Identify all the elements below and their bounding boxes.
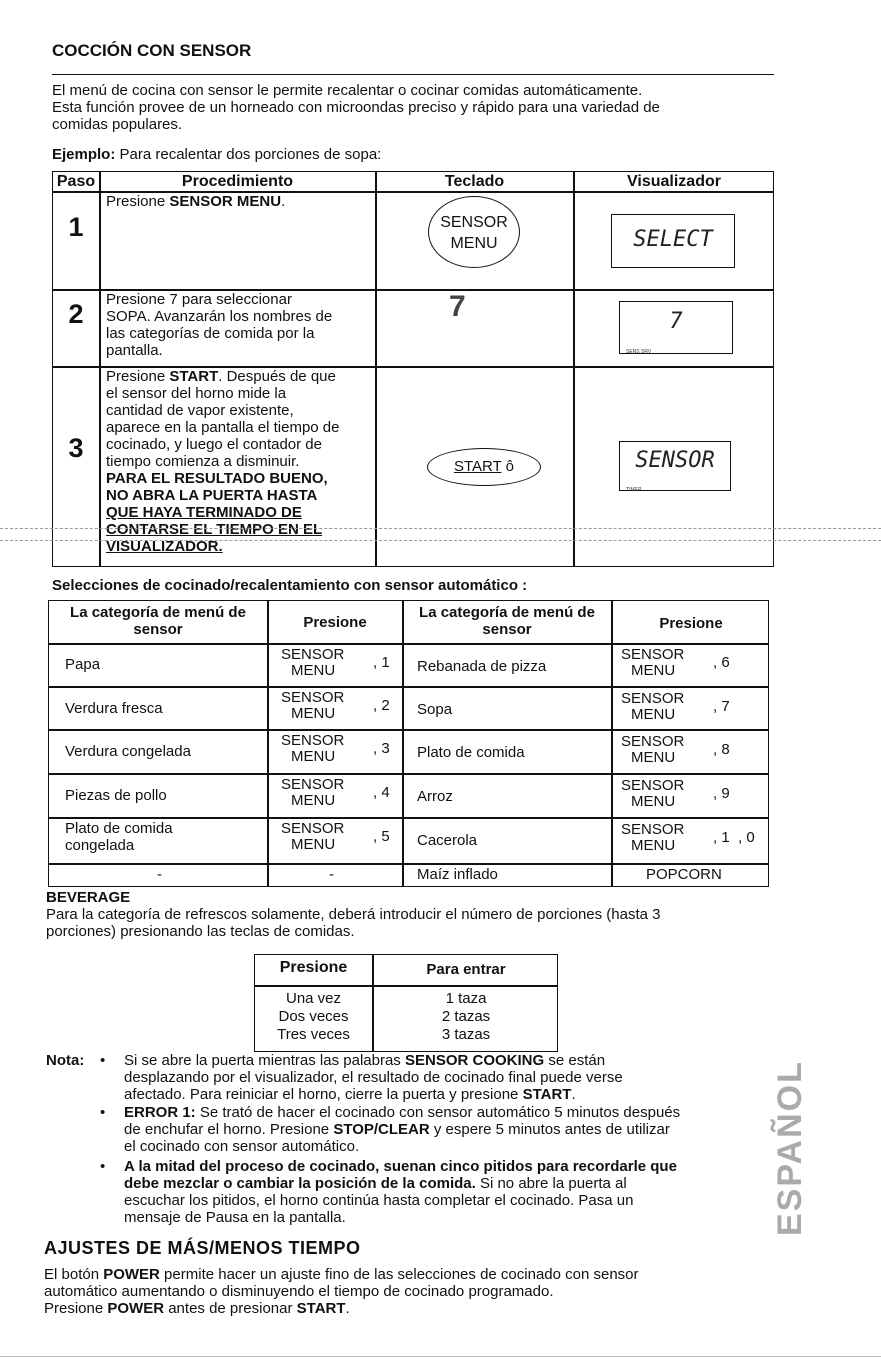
beverage-title: BEVERAGE bbox=[46, 889, 131, 906]
header-category-left: La categoría de menú de sensor bbox=[70, 604, 246, 638]
step-3-text: Presione START. Después de que el sensor del horno mide la cantidad de vapor existente, aparece en la pantalla el tiempo de cocinado, y luego el contador de tiempo comienza a disminuir. PARA EL RESULTADO BUENO, NO ABRA LA PUERTA HASTA QUE HAYA TERMINADO DE CONTARSE EL TIEMPO EN EL VISUALIZADOR. bbox=[106, 368, 340, 555]
step-1-bold: SENSOR MENU bbox=[169, 193, 282, 210]
note-label: Nota: bbox=[46, 1052, 85, 1069]
beverage-line-1: Para la categoría de refrescos solamente, deberá introducir el número de porciones (hasta 3 bbox=[46, 906, 661, 923]
bullet-icon: • bbox=[100, 1158, 106, 1175]
example-label: Ejemplo: bbox=[52, 146, 116, 163]
header-display: Visualizador bbox=[627, 173, 721, 190]
header-procedure: Procedimiento bbox=[181, 173, 294, 190]
display-sensor: SENSOR bbox=[619, 441, 731, 491]
sensor-menu-key bbox=[428, 196, 520, 268]
start-key: START ô bbox=[427, 448, 541, 486]
adjust-line-2: automático aumentando o disminuyendo el tiempo de cocinado programado. bbox=[44, 1283, 554, 1300]
beverage-table bbox=[254, 954, 558, 1052]
section-title: COCCIÓN CON SENSOR bbox=[52, 41, 252, 60]
category-name: Cacerola bbox=[417, 832, 478, 849]
language-side-tab-label: ESPAÑOL bbox=[771, 1060, 809, 1236]
sensor-menu-press: SENSOR MENU , 8 bbox=[621, 733, 730, 766]
category-name: Maíz inflado bbox=[417, 866, 498, 883]
beverage-line-2: porciones) presionando las teclas de comidas. bbox=[46, 923, 355, 940]
bev-header-enter: Para entrar bbox=[426, 961, 506, 978]
sensor-menu-press: SENSOR MENU , 5 bbox=[281, 820, 390, 853]
header-press-left: Presione bbox=[303, 614, 367, 631]
bev-press: Tres veces bbox=[277, 1026, 350, 1043]
category-press: POPCORN bbox=[646, 866, 722, 883]
sensor-menu-press: SENSOR MENU , 1 bbox=[281, 646, 390, 679]
category-name: Arroz bbox=[417, 788, 453, 805]
step-2-text: Presione 7 para seleccionar SOPA. Avanzarán los nombres de las categorías de comida por la pantalla. bbox=[106, 291, 333, 359]
auto-selections-title: Selecciones de cocinado/recalentamiento con sensor automático : bbox=[52, 577, 528, 594]
note-1: Si se abre la puerta mientras las palabras SENSOR COOKING se están desplazando por el visualizador, el resultado de cocinado final puede verse afectado. Para reiniciar el horno, cierre la puerta y presione START. bbox=[124, 1052, 623, 1103]
sensor-key-line-2: MENU bbox=[450, 235, 498, 252]
category-name: Sopa bbox=[417, 701, 453, 718]
bev-enter: 2 tazas bbox=[441, 1008, 491, 1025]
header-step: Paso bbox=[56, 173, 96, 190]
sensor-menu-press: SENSOR MENU , 3 bbox=[281, 732, 390, 765]
sensor-menu-press: SENSOR MENU , 1 , 0 bbox=[621, 821, 755, 854]
page-bottom-edge bbox=[0, 1356, 881, 1357]
category-name: Verdura congelada bbox=[65, 743, 191, 760]
example-line bbox=[52, 146, 772, 163]
bev-header-press: Presione bbox=[279, 959, 348, 976]
intro-line-2: Esta función provee de un horneado con microondas preciso y rápido para una variedad de bbox=[52, 99, 660, 116]
number-7-key: 7 bbox=[449, 290, 466, 323]
scan-artifact-line bbox=[0, 528, 881, 529]
adjust-line-1: El botón POWER permite hacer un ajuste fino de las selecciones de cocinado con sensor bbox=[44, 1266, 639, 1283]
categories-table bbox=[48, 600, 769, 887]
display-seven-indicator: SENS SRV bbox=[626, 349, 652, 355]
title-rule bbox=[52, 74, 774, 75]
category-name: Plato de comida bbox=[65, 820, 173, 837]
step-2-number: 2 bbox=[68, 299, 84, 329]
step-1-text: Presione SENSOR MENU. bbox=[106, 193, 286, 210]
sensor-menu-press: SENSOR MENU , 2 bbox=[281, 689, 390, 722]
bev-enter: 3 tazas bbox=[441, 1026, 491, 1043]
sensor-menu-press: SENSOR MENU , 9 bbox=[621, 777, 730, 810]
bev-press: Dos veces bbox=[278, 1008, 349, 1025]
adjust-title: AJUSTES DE MÁS/MENOS TIEMPO bbox=[44, 1238, 361, 1258]
example-text: Para recalentar dos porciones de sopa: bbox=[115, 146, 382, 163]
header-keypad: Teclado bbox=[444, 173, 505, 190]
note-3: A la mitad del proceso de cocinado, suenan cinco pitidos para recordarle que debe mezclar o cambiar la posición de la comida. Si no abre la puerta al escuchar los pitidos, el horno continúa hasta completar el cocinado. Pasa un mensaje de Pausa en la pantalla. bbox=[124, 1158, 677, 1226]
bev-press: Una vez bbox=[285, 990, 342, 1007]
category-name: Piezas de pollo bbox=[65, 787, 167, 804]
header-category-right: La categoría de menú de sensor bbox=[419, 604, 595, 638]
category-name: - bbox=[157, 866, 162, 883]
header-press-right: Presione bbox=[659, 615, 723, 632]
category-name: Plato de comida bbox=[417, 744, 525, 761]
category-name: Verdura fresca bbox=[65, 700, 163, 717]
bullet-icon: • bbox=[100, 1052, 106, 1069]
sensor-menu-press: SENSOR MENU , 4 bbox=[281, 776, 390, 809]
language-side-tab bbox=[771, 1000, 820, 1236]
note-2: ERROR 1: Se trató de hacer el cocinado con sensor automático 5 minutos después de enchufar el horno. Presione STOP/CLEAR y espere 5 minutos antes de utilizar el cocinado con sensor automático. bbox=[124, 1104, 681, 1155]
procedure-table bbox=[52, 171, 774, 567]
bev-enter: 1 taza bbox=[445, 990, 487, 1007]
bullet-icon: • bbox=[100, 1104, 106, 1121]
display-seven: 7 bbox=[619, 301, 733, 354]
category-name: Papa bbox=[65, 656, 101, 673]
category-press: - bbox=[329, 866, 334, 883]
step-3-number: 3 bbox=[68, 433, 84, 463]
intro-line-1: El menú de cocina con sensor le permite recalentar o cocinar comidas automáticamente. bbox=[52, 82, 643, 99]
scan-artifact-line bbox=[0, 540, 881, 541]
category-name: Rebanada de pizza bbox=[417, 658, 547, 675]
intro-line-3: comidas populares. bbox=[52, 116, 183, 133]
sensor-key-line-1: SENSOR bbox=[440, 214, 508, 231]
start-key-symbol: ô bbox=[505, 458, 515, 475]
display-timer-indicator: TIMER bbox=[626, 487, 642, 493]
sensor-menu-press: SENSOR MENU , 7 bbox=[621, 690, 730, 723]
sensor-menu-press: SENSOR MENU , 6 bbox=[621, 646, 730, 679]
category-name-line-2: congelada bbox=[65, 837, 135, 854]
step-1-number: 1 bbox=[68, 212, 84, 242]
display-select: SELECT bbox=[611, 214, 735, 268]
adjust-line-3: Presione POWER antes de presionar START. bbox=[44, 1300, 350, 1317]
